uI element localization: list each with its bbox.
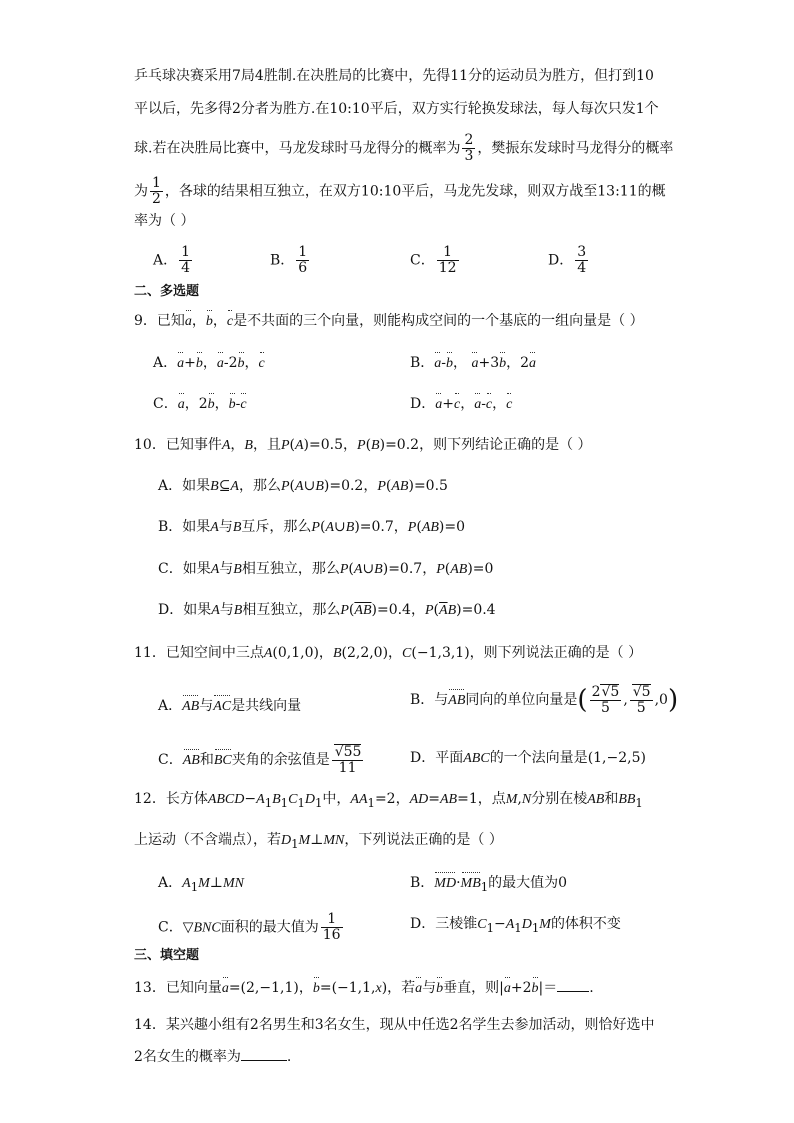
q9-option-a[interactable]: A．a+b，a-2b，c — [153, 353, 265, 374]
q8-line-4-text-b: ，各球的结果相互独立，在双方10:10平后，马龙先发球，则双方战至13:11的概 — [164, 183, 666, 200]
q8-line-3-text: 球.若在决胜局比赛中，马龙发球时马龙得分的概率为 — [134, 140, 461, 157]
q8-line-3 — [134, 133, 673, 164]
q10-option-c[interactable]: C．如果A与B相互独立，那么P(A∪B)=0.7，P(AB)=0 — [158, 561, 494, 577]
answer-blank-q13[interactable] — [557, 977, 589, 992]
q11-stem: 11．已知空间中三点A(0,1,0)，B(2,2,0)，C(−1,3,1)，则下列说法正确的是（ ） — [134, 645, 643, 661]
q10-option-b[interactable]: B．如果A与B互斥，那么P(A∪B)=0.7，P(AB)=0 — [158, 519, 466, 535]
q12-line-2: 上运动（不含端点），若$D_1M\perp MN$，下列说法正确的是（ ） — [134, 832, 503, 851]
q12-option-a[interactable]: A．$A_1M\perp MN$ — [158, 875, 244, 894]
q8-line-3-text-b: ，樊振东发球时马龙得分的概率 — [477, 140, 674, 157]
q11-option-d[interactable]: D．平面ABC的一个法向量是(1,−2,5) — [410, 750, 646, 766]
fraction-2-3: $\frac{2}{3}$ — [464, 132, 474, 164]
q8-line-1: 乒乓球决赛采用7局4胜制.在决胜局的比赛中，先得11分的运动员为胜方，但打到10 — [134, 68, 654, 84]
section-heading-fill-in: 三、填空题 — [134, 948, 200, 963]
q10-stem: 10．已知事件A，B，且P(A)=0.5，P(B)=0.2，则下列结论正确的是（ ） — [134, 437, 592, 453]
q12-option-d[interactable]: D．三棱锥$C_1-A_1D_1M$的体积不变 — [410, 916, 621, 935]
q14-line-1: 14．某兴趣小组有2名男生和3名女生，现从中任选2名学生去参加活动，则恰好选中 — [134, 1017, 655, 1033]
q8-line-4 — [134, 176, 666, 207]
q8-option-d[interactable]: D． $\frac{3}{4}$ — [548, 244, 587, 276]
q14-line-2: 2名女生的概率为 . — [134, 1046, 291, 1067]
q8-option-c[interactable]: C． $\frac{1}{12}$ — [410, 244, 457, 276]
q9-option-b[interactable]: B．a-b， a+3b，2a — [410, 353, 536, 374]
q8-line-2: 平以后，先多得2分者为胜方.在10:10平后，双方实行轮换发球法，每人每次只发1个 — [134, 101, 659, 117]
q8-option-b[interactable]: B． $\frac{1}{6}$ — [270, 244, 308, 276]
q8-line-4-text: 为 — [134, 183, 148, 200]
q8-option-a[interactable]: A． $\frac{1}{4}$ — [153, 244, 191, 276]
q9-option-d[interactable]: D．a+c，a-c，c — [410, 394, 512, 415]
q11-option-a[interactable]: A．AB与AC是共线向量 — [158, 696, 301, 717]
q12-option-c[interactable]: C．▽BNC面积的最大值为 $\frac{1}{16}$ — [158, 911, 341, 943]
q12-option-b[interactable]: B．$MD\cdot MB_1$的最大值为0 — [410, 875, 568, 894]
q10-option-a[interactable]: A．如果B⊆A，那么P(A∪B)=0.2，P(AB)=0.5 — [158, 478, 448, 494]
q13-stem: 13．已知向量a=(2,−1,1)，b=(−1,1,x)，若a与b垂直，则|a+2b|＝ . — [134, 977, 594, 999]
q12-line-1: 12．长方体$ABCD-A_1B_1C_1D_1$中，$AA_1=2$，AD=AB=1，点M,N分别在棱AB和$BB_1$ — [134, 791, 643, 810]
section-heading-multi-choice: 二、多选题 — [134, 284, 200, 299]
q8-line-5: 率为（ ） — [134, 213, 195, 229]
q10-option-d[interactable]: D．如果A与B相互独立，那么$P(\overline{AB})=0.4$，$P(\overline{A}B)=0.4$ — [158, 602, 496, 618]
q11-option-c[interactable]: C．AB和BC夹角的余弦值是 $\frac{√55}{11}$ — [158, 744, 362, 776]
q9-option-c[interactable]: C．a，2b，b-c — [153, 394, 247, 415]
answer-blank-q14[interactable] — [241, 1046, 287, 1061]
q11-option-b[interactable]: B．与AB同向的单位向量是( $\frac{2√5}{5}$ , $\frac{√5}{5}$ ,0) — [410, 684, 679, 716]
fraction-1-2: $\frac{1}{2}$ — [152, 175, 161, 207]
q9-stem: 9．已知a，b，c是不共面的三个向量，则能构成空间的一个基底的一组向量是（ ） — [134, 311, 644, 332]
